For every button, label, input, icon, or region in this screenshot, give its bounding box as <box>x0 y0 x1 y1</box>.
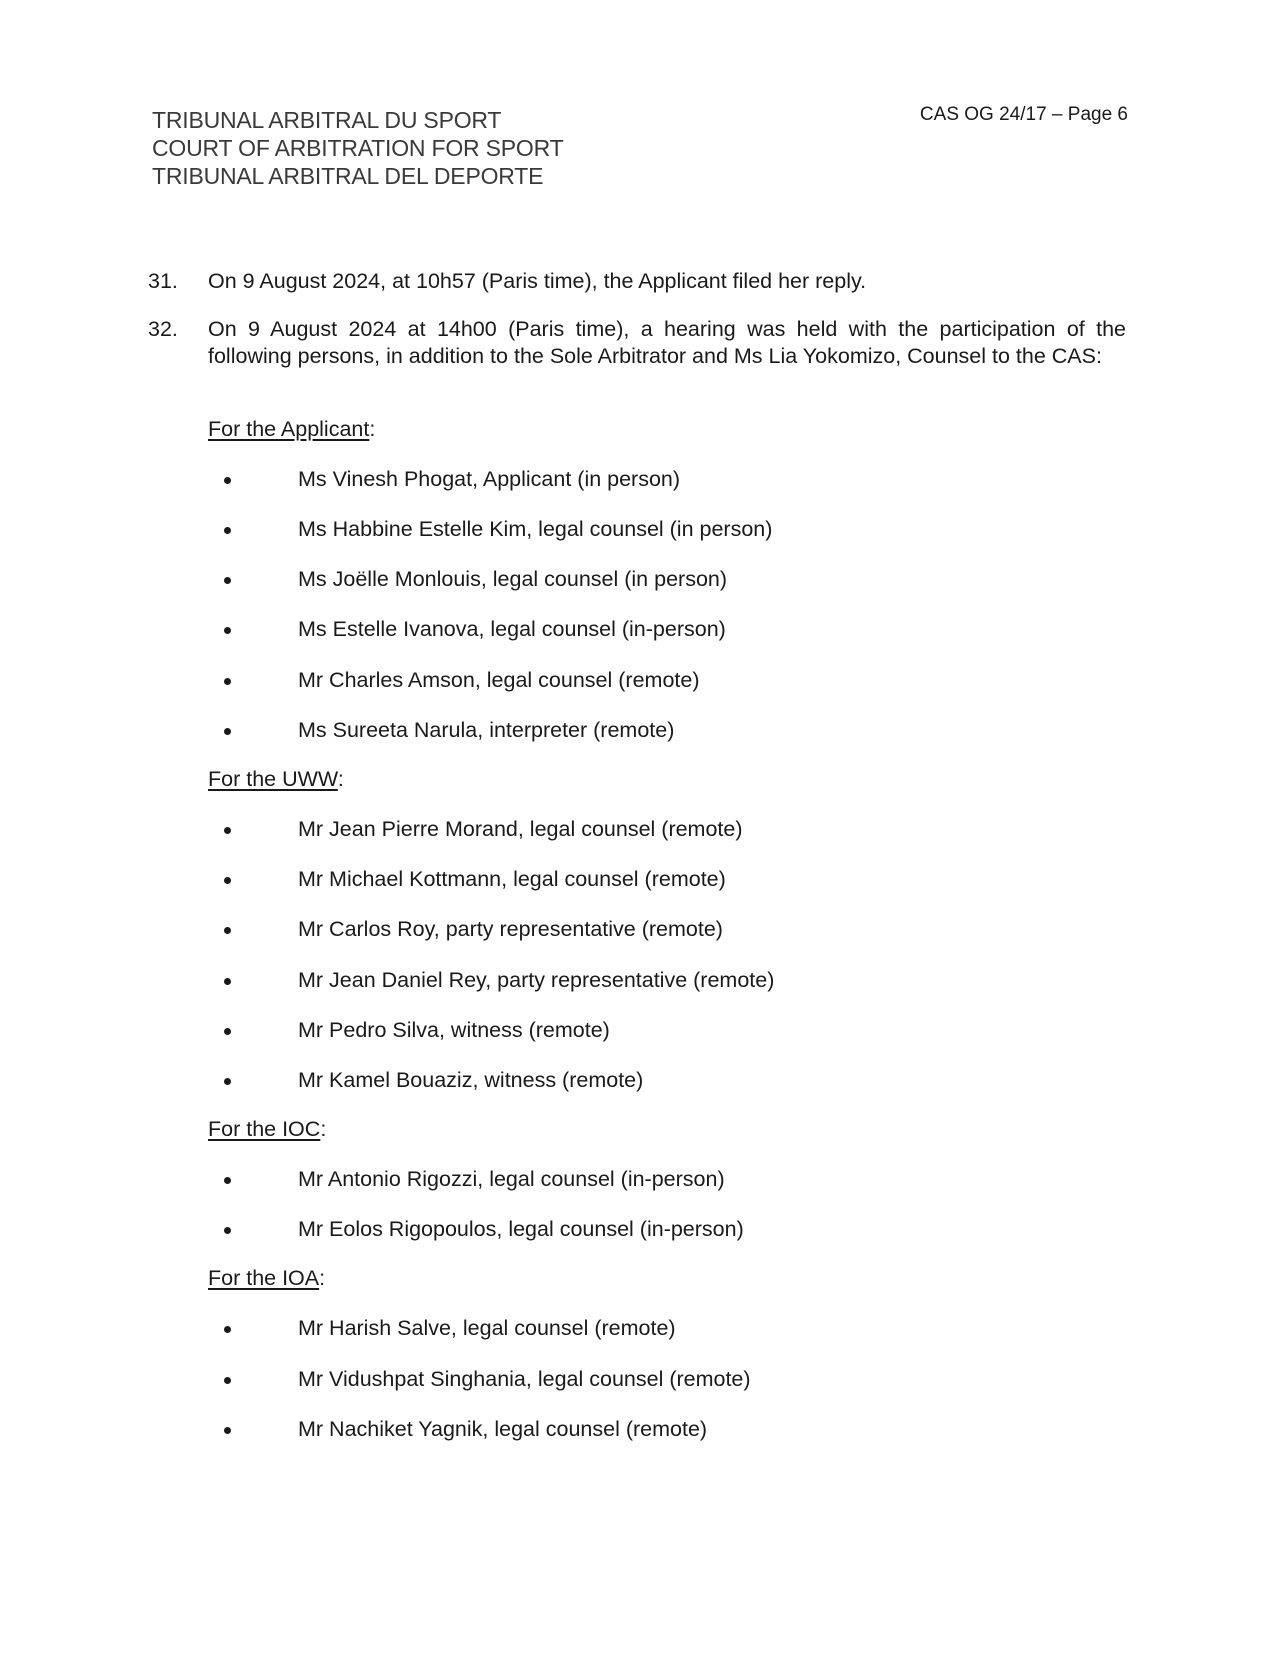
page-reference: CAS OG 24/17 – Page 6 <box>919 104 1128 125</box>
bullet-icon <box>224 1028 231 1035</box>
bullet-icon <box>224 827 231 834</box>
list-item: Ms Vinesh Phogat, Applicant (in person) <box>208 466 1108 493</box>
bullet-icon <box>224 1227 231 1234</box>
list-item: Mr Carlos Roy, party representative (remote) <box>208 916 1108 943</box>
list-item: Mr Nachiket Yagnik, legal counsel (remote) <box>208 1416 1108 1443</box>
court-letterhead <box>152 106 563 190</box>
list-item: Ms Sureeta Narula, interpreter (remote) <box>208 717 1108 744</box>
paragraph-number: 31. <box>148 269 178 293</box>
paragraph-text: On 9 August 2024, at 10h57 (Paris time), the Applicant filed her reply. <box>208 269 867 293</box>
list-item: Mr Jean Pierre Morand, legal counsel (remote) <box>208 816 1108 843</box>
list-item: Mr Harish Salve, legal counsel (remote) <box>208 1315 1108 1342</box>
bullet-icon <box>224 1078 231 1085</box>
paragraph-32 <box>148 316 1126 370</box>
list-item: Mr Charles Amson, legal counsel (remote) <box>208 667 1108 694</box>
paragraph-31 <box>148 268 1126 295</box>
bullet-icon <box>224 477 231 484</box>
list-item: Mr Pedro Silva, witness (remote) <box>208 1017 1108 1044</box>
section-heading-applicant: For the Applicant: <box>208 417 376 441</box>
list-item: Mr Kamel Bouaziz, witness (remote) <box>208 1067 1108 1094</box>
bullet-icon <box>224 927 231 934</box>
list-item: Ms Habbine Estelle Kim, legal counsel (in person) <box>208 516 1108 543</box>
section-heading-uww: For the UWW: <box>208 767 344 791</box>
list-item: Mr Eolos Rigopoulos, legal counsel (in-person) <box>208 1216 1108 1243</box>
bullet-icon <box>224 627 231 634</box>
bullet-icon <box>224 877 231 884</box>
section-heading-ioa: For the IOA: <box>208 1266 326 1290</box>
bullet-icon <box>224 1326 231 1333</box>
paragraph-number: 32. <box>148 317 178 341</box>
section-heading-ioc: For the IOC: <box>208 1117 327 1141</box>
bullet-icon <box>224 1427 231 1434</box>
list-item: Mr Antonio Rigozzi, legal counsel (in-person) <box>208 1166 1108 1193</box>
list-item: Ms Joëlle Monlouis, legal counsel (in person) <box>208 566 1108 593</box>
letterhead-line-spanish: TRIBUNAL ARBITRAL DEL DEPORTE <box>152 163 544 189</box>
letterhead-line-english: COURT OF ARBITRATION FOR SPORT <box>152 135 564 161</box>
list-item: Mr Jean Daniel Rey, party representative (remote) <box>208 967 1108 994</box>
letterhead-line-french: TRIBUNAL ARBITRAL DU SPORT <box>152 107 502 133</box>
bullet-icon <box>224 577 231 584</box>
bullet-icon <box>224 1177 231 1184</box>
bullet-icon <box>224 978 231 985</box>
bullet-icon <box>224 1377 231 1384</box>
paragraph-text: On 9 August 2024 at 14h00 (Paris time), a hearing was held with the participation of the following persons, in addition to the Sole Arbitrator and Ms Lia Yokomizo, Counsel to the CAS: <box>208 317 1126 368</box>
bullet-icon <box>224 527 231 534</box>
list-item: Ms Estelle Ivanova, legal counsel (in-person) <box>208 616 1108 643</box>
bullet-icon <box>224 728 231 735</box>
list-item: Mr Vidushpat Singhania, legal counsel (remote) <box>208 1366 1108 1393</box>
bullet-icon <box>224 678 231 685</box>
list-item: Mr Michael Kottmann, legal counsel (remote) <box>208 866 1108 893</box>
